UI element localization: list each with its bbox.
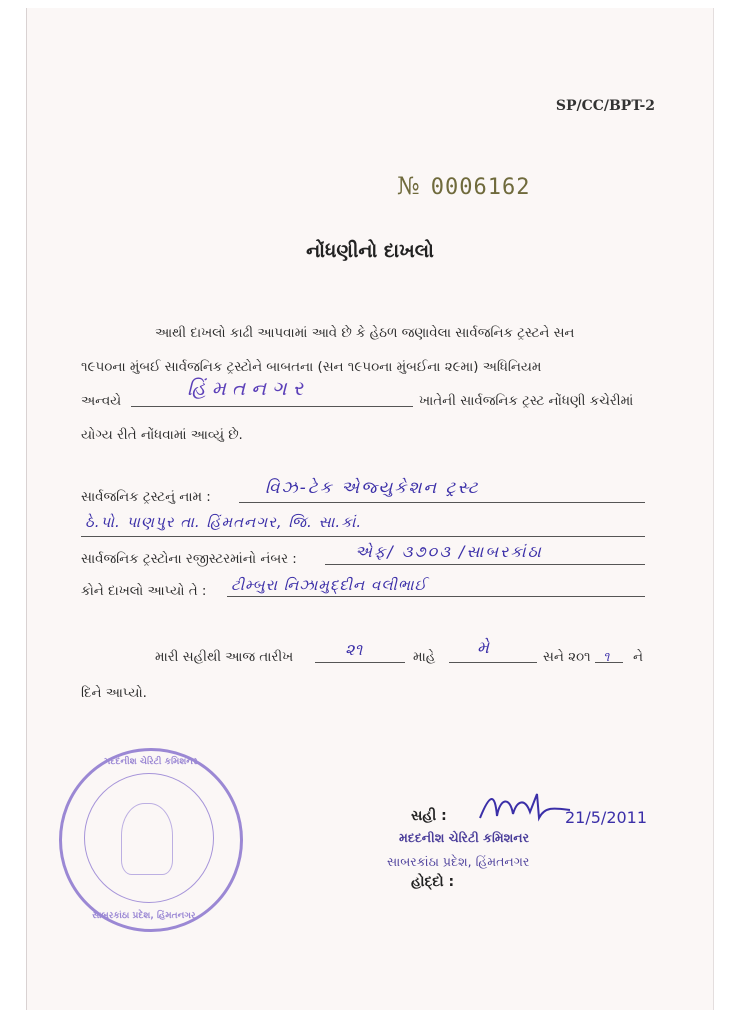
month-underline [449,662,537,663]
intro-line-3-prefix: અન્વયે [81,394,122,409]
trust-name-underline [239,502,645,503]
day-handwritten: ૨૧ [345,640,363,659]
register-number-underline [325,564,645,565]
month-label: માહે [413,650,436,665]
serial-value: 0006162 [430,175,531,200]
year-digit-handwritten: ૧ [603,650,610,665]
certificate-sheet [26,8,714,1010]
issued-to-label: કોને દાખલો આપ્યો તે : [81,584,207,599]
signature-scribble-icon [475,788,575,828]
serial-label: № [397,172,421,200]
seal-text-bottom: સાબરકાંઠા પ્રદેશ, હિંમતનગર [92,911,196,921]
trust-name-handwritten: વિઝ-ટેક એજ્યુકેશન ટ્રસ્ટ [265,478,480,498]
date-line-2: દિને આપ્યો. [81,686,147,701]
office-location-stamp: સાબરકાંઠા પ્રદેશ, હિંમતનગર [387,854,530,869]
date-suffix: ને [633,650,643,665]
register-number-handwritten: એફ/ ૩૭૦૩ /સાબરકાંઠા [355,542,543,561]
issued-to-handwritten: ટીમ્બુરા નિઝામુદ્દીન વલીભાઈ [231,576,428,594]
intro-line-4: યોગ્ય રીતે નોંધવામાં આવ્યું છે. [81,428,243,443]
intro-line-3-suffix: ખાતેની સાર્વજનિક ટ્રસ્ટ નોંધણી કચેરીમાં [419,394,634,409]
date-prefix: મારી સહીથી આજ તારીખ [155,650,294,665]
intro-line-1: આથી દાખલો કાઢી આપવામાં આવે છે કે હેઠળ જણાવેલા સાર્વજનિક ટ્રસ્ટને સન [155,326,575,341]
document-title: નોંધણીનો દાખલો [306,240,434,262]
trust-address-underline [81,536,645,537]
signature-label: સહી : [411,808,447,824]
month-handwritten: મે [477,638,490,658]
year-underline [595,662,623,663]
trust-name-label: સાર્વજનિક ટ્રસ્ટનું નામ : [81,490,211,505]
seal-text-top: મદદનીશ ચેરિટી કમિશનર [104,757,198,767]
day-underline [315,662,405,663]
place-underline [131,406,413,407]
office-designation-stamp: મદદનીશ ચેરિટી કમિશનર [399,830,530,845]
year-label: સને ૨૦૧ [543,650,591,665]
serial-number [397,172,530,200]
seal-emblem-icon [121,803,173,875]
trust-address-handwritten: ઠે.પો. પાણપુર તા. હિંમતનગર, જિ. સા.કાં. [85,513,363,531]
intro-line-2: ૧૯૫૦ના મુંબઈ સાર્વજનિક ટ્રસ્ટોને બાબતના (સન ૧૯૫૦ના મુંબઈના ૨૯મા) અધિનિયમ [81,360,542,375]
office-seal [59,748,243,932]
register-number-label: સાર્વજનિક ટ્રસ્ટોના રજીસ્ટરમાંનો નંબર : [81,552,297,567]
designation-label: હોદ્દો : [411,874,455,890]
place-handwritten: હિંમતનગર [187,376,309,400]
form-reference: SP/CC/BPT-2 [555,98,655,114]
signature-date: 21/5/2011 [565,808,648,827]
issued-to-underline [227,596,645,597]
